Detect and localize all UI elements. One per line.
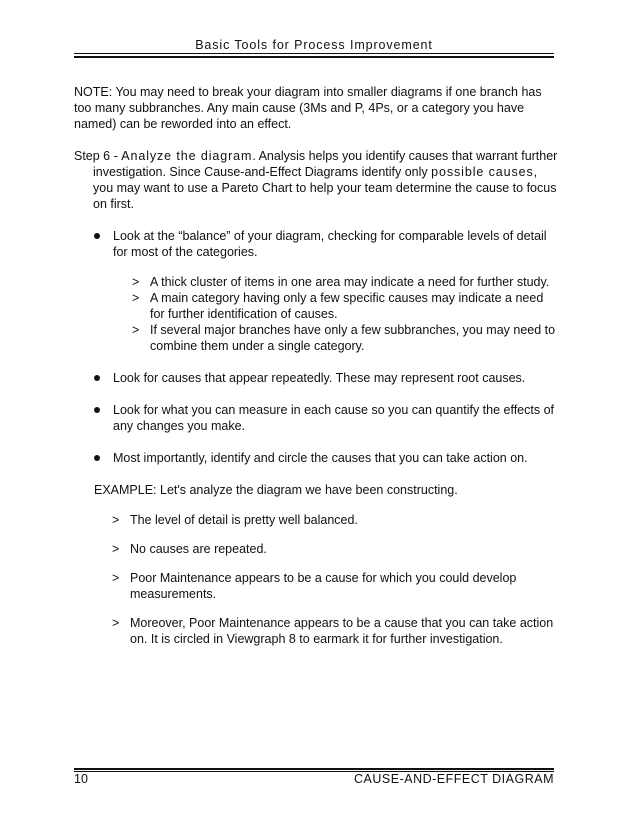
- running-header: Basic Tools for Process Improvement: [195, 38, 433, 52]
- example-item: [112, 615, 558, 647]
- sub-item: [132, 322, 558, 354]
- bullet-item-repeated: [94, 370, 558, 386]
- example-item: [112, 512, 558, 528]
- header-rule-thin: [74, 53, 554, 54]
- step-emphasis: possible causes: [431, 165, 534, 179]
- step-paragraph: [74, 148, 558, 212]
- sub-list: [113, 274, 558, 354]
- bullet-dot-icon: [94, 375, 100, 381]
- page-number: 10: [74, 772, 88, 786]
- sub-marker: >: [132, 291, 140, 305]
- step-label: Step 6 -: [74, 149, 118, 163]
- page-body: [74, 84, 558, 660]
- example-item-text: Moreover, Poor Maintenance appears to be a cause that you can take action on. It is circled in Viewgraph 8 to earmark it for further investigation.: [130, 616, 554, 646]
- footer-rule-thick: [74, 768, 554, 770]
- bullet-text: Look at the “balance” of your diagram, checking for comparable levels of detail for most of the categories.: [113, 229, 547, 259]
- bullet-text: Most importantly, identify and circle the causes that you can take action on.: [113, 451, 528, 465]
- sub-item-text: A thick cluster of items in one area may indicate a need for further study.: [150, 275, 550, 289]
- sub-marker: >: [132, 275, 140, 289]
- sub-item: [132, 290, 558, 322]
- running-footer: CAUSE-AND-EFFECT DIAGRAM: [354, 772, 554, 786]
- bullet-dot-icon: [94, 407, 100, 413]
- example-list: [74, 512, 558, 647]
- bullet-dot-icon: [94, 233, 100, 239]
- bullet-text: Look for causes that appear repeatedly. These may represent root causes.: [113, 371, 526, 385]
- step-text-1: . Analysis helps you identify causes that warrant further investigation. Since Cause-and-Effect Diagrams identify only: [93, 149, 558, 179]
- bullet-dot-icon: [94, 455, 100, 461]
- example-item-text: Poor Maintenance appears to be a cause for which you could develop measurements.: [130, 571, 517, 601]
- example-marker: >: [112, 542, 120, 556]
- bullet-item-measure: [94, 402, 558, 434]
- sub-item-text: A main category having only a few specific causes may indicate a need for further identification of causes.: [150, 291, 544, 321]
- example-marker: >: [112, 571, 120, 585]
- sub-marker: >: [132, 323, 140, 337]
- example-marker: >: [112, 513, 120, 527]
- example-marker: >: [112, 616, 120, 630]
- example-item: [112, 570, 558, 602]
- header-rule-thick: [74, 56, 554, 58]
- bullet-list: [74, 228, 558, 466]
- example-item-text: No causes are repeated.: [130, 542, 267, 556]
- example-intro: EXAMPLE: Let's analyze the diagram we have been constructing.: [94, 483, 458, 497]
- bullet-item-action: [94, 450, 558, 466]
- step-text-2: , you may want to use a Pareto Chart to help your team determine the cause to focus on first.: [93, 165, 557, 211]
- bullet-text: Look for what you can measure in each cause so you can quantify the effects of any changes you make.: [113, 403, 555, 433]
- sub-item: [132, 274, 558, 290]
- step-heading: Analyze the diagram: [121, 149, 253, 163]
- example-item: [112, 541, 558, 557]
- note-paragraph: NOTE: You may need to break your diagram into smaller diagrams if one branch has too many subbranches. Any main cause (3Ms and P, 4Ps, or a category you have named) can be reworded into an effect.: [74, 85, 542, 131]
- example-item-text: The level of detail is pretty well balanced.: [130, 513, 358, 527]
- bullet-item-balance: [94, 228, 558, 354]
- sub-item-text: If several major branches have only a few subbranches, you may need to combine them under a single category.: [150, 323, 556, 353]
